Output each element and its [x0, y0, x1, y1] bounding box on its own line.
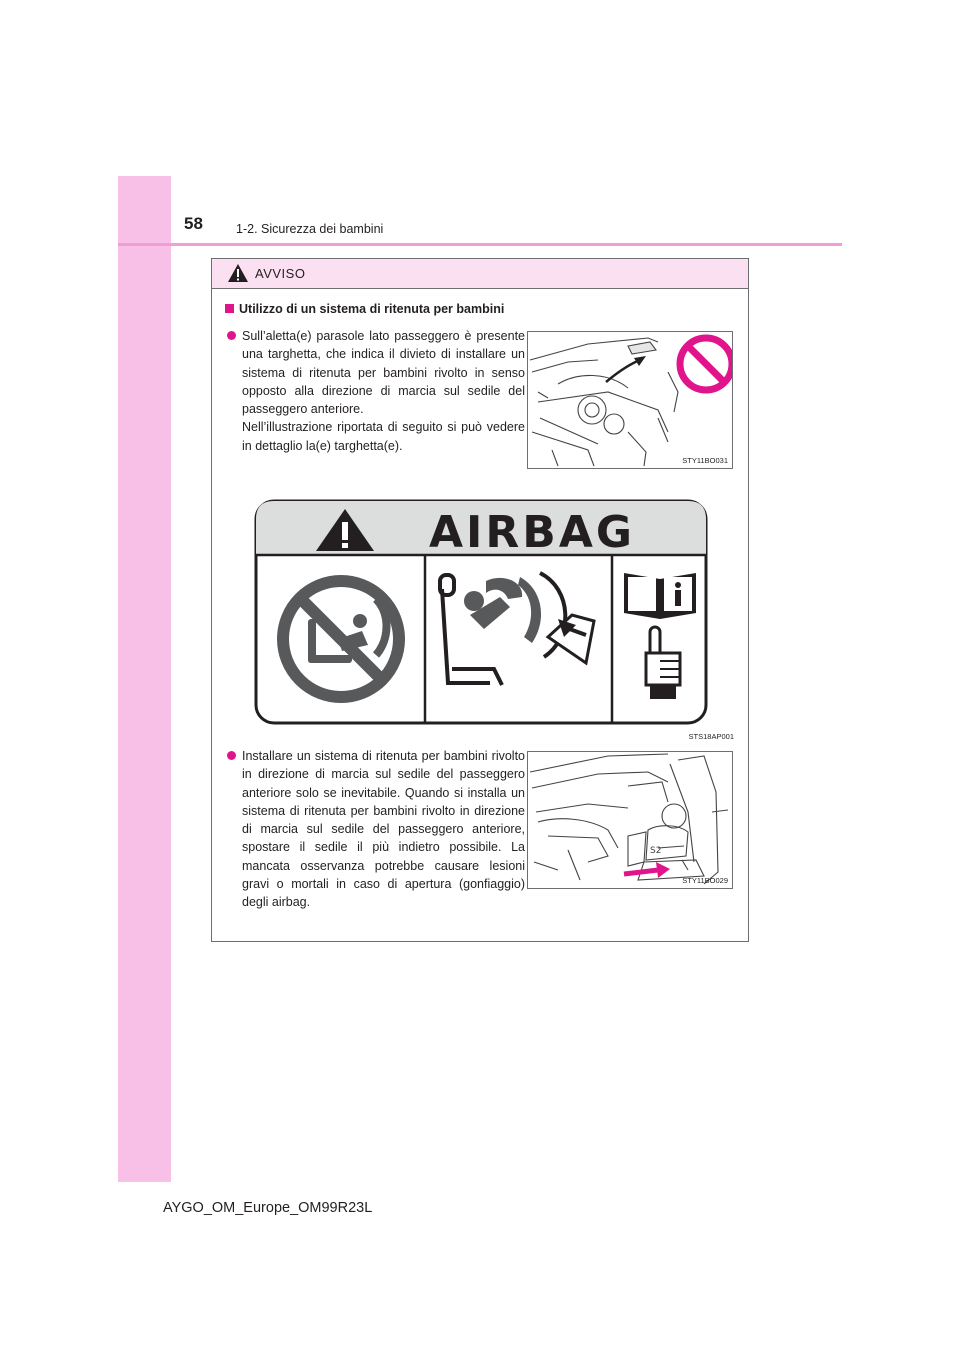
page-number: 58	[184, 214, 203, 233]
airbag-label-figure	[242, 489, 734, 739]
airbag-label-text: AIRBAG	[428, 507, 636, 558]
document-code: AYGO_OM_Europe_OM99R23L	[163, 1200, 373, 1216]
forward-child-seat-illustration	[527, 751, 733, 889]
warning-subheading	[225, 302, 504, 316]
sun-visor-illustration	[527, 331, 733, 469]
warning-triangle-icon	[227, 263, 249, 283]
bullet-dot-icon	[227, 751, 236, 760]
child-seat-drawing	[528, 752, 732, 888]
bullet-1-text: Sull’aletta(e) parasole lato passeggero è presente una targhetta, che indica il divieto di installare un sistema di ritenuta per bambini rivolto in senso opposto alla direzione di marcia sul sedile del passeggero anteriore.	[242, 329, 525, 417]
bullet-dot-icon	[227, 331, 236, 340]
warning-title: AVVISO	[255, 266, 306, 281]
car-interior-visor-drawing	[528, 332, 732, 468]
bullet-item-1	[227, 327, 525, 455]
figure-code: STY11BO029	[682, 876, 728, 885]
warning-box	[211, 258, 749, 942]
figure-code: STY11BO031	[682, 456, 728, 465]
figure-code: STS18AP001	[688, 732, 734, 741]
bullet-1-note: Nell’illustrazione riportata di seguito si può vedere in dettaglio la(e) targhetta(e).	[242, 420, 525, 453]
sidebar-tab	[118, 176, 171, 1182]
airbag-warning-label	[242, 489, 734, 727]
square-bullet-icon	[225, 304, 234, 313]
seat-symbol-icon: S2	[650, 846, 662, 856]
header-divider	[118, 243, 842, 246]
subheading-text: Utilizzo di un sistema di ritenuta per bambini	[239, 302, 505, 316]
warning-header	[212, 259, 748, 289]
bullet-2-text: Installare un sistema di ritenuta per bambini rivolto in direzione di marcia sul sedile del passeggero anteriore solo se inevitabile. Quando si installa un sistema di ritenuta per bambini rivolto in direzione di marcia sul sedile del passeggero anteriore, spostare il sedile il più indietro possibile. La mancata osservanza potrebbe causare lesioni gravi o mortali in caso di apertura (gonfiaggio) degli airbag.	[242, 749, 525, 910]
bullet-item-2	[227, 747, 525, 912]
section-title: 1-2. Sicurezza dei bambini	[236, 222, 384, 236]
